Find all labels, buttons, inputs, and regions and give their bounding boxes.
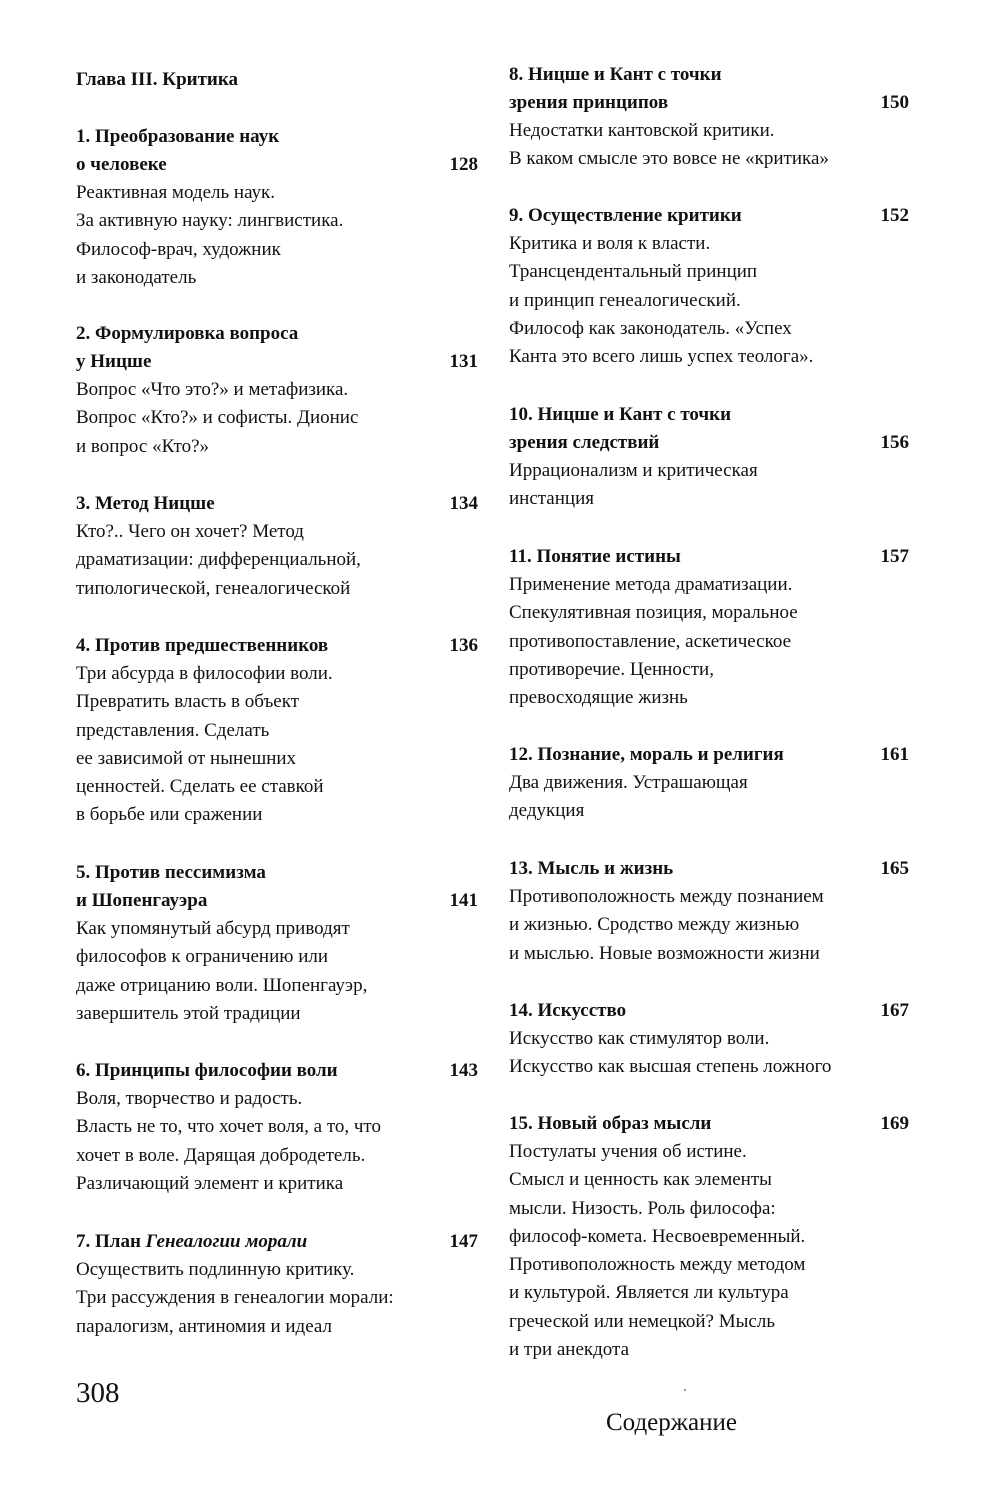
entry-description-line: Три рассуждения в генеалогии морали: (76, 1287, 394, 1309)
entry-heading (76, 490, 478, 518)
entry-description-line: даже отрицанию воли. Шопенгауэр, (76, 974, 368, 996)
entry-title-line: 8. Ницше и Кант с точки (509, 64, 722, 85)
entry-description-line: Противоположность между методом (509, 1254, 806, 1276)
entry-description-line: паралогизм, антиномия и идеал (76, 1315, 332, 1337)
entry-description-line: Канта это всего лишь успех теолога». (509, 346, 814, 368)
entry-description-line: Различающий элемент и критика (76, 1172, 344, 1194)
entry-page-number: 131 (449, 351, 478, 372)
entry-title-line: 4. Против предшественников (76, 635, 329, 656)
entry-page-number: 156 (880, 432, 909, 453)
entry-page-number: 152 (880, 205, 909, 226)
entry-description-line: Вопрос «Что это?» и метафизика. (76, 379, 349, 400)
entry-description-line: дедукция (509, 800, 585, 822)
entry-heading (509, 543, 909, 571)
entry-title-line: зрения принципов (509, 92, 669, 113)
entry-heading (509, 401, 909, 457)
entry-title-line: 15. Новый образ мысли (509, 1113, 712, 1134)
entry-description-line: и вопрос «Кто?» (76, 435, 210, 457)
entry-description-line: и три анекдота (509, 1339, 630, 1361)
entry-description-line: Три абсурда в философии воли. (76, 663, 333, 684)
entry-title-italic: Генеалогии морали (145, 1231, 308, 1252)
entry-description-line: Кто?.. Чего он хочет? Метод (76, 521, 304, 542)
entry-title-line: и Шопенгауэра (76, 890, 208, 911)
entry-title-line: зрения следствий (509, 432, 660, 453)
toc-entry (509, 401, 909, 514)
entry-page-number: 167 (880, 1000, 909, 1021)
entry-description-line: и принцип генеалогический. (509, 289, 741, 311)
entry-page-number: 161 (880, 744, 909, 765)
entry-page-number: 147 (449, 1231, 478, 1252)
toc-entry (509, 1110, 909, 1364)
entry-description-line: Трансцендентальный принцип (509, 261, 758, 283)
entry-description-line: представления. Сделать (76, 719, 270, 741)
entry-description-line: философов к ограничению или (76, 946, 329, 968)
entry-page-number: 128 (449, 154, 478, 175)
entry-description-line: За активную науку: лингвистика. (76, 210, 344, 232)
entry-description-line: Реактивная модель наук. (76, 182, 276, 203)
toc-entry (76, 632, 478, 830)
print-speck (684, 1389, 686, 1391)
entry-title-line: 2. Формулировка вопроса (76, 323, 299, 344)
page-number: 308 (76, 1377, 120, 1409)
entry-title-line: 3. Метод Ницше (76, 493, 215, 514)
entry-description-line: драматизации: дифференциальной, (76, 549, 361, 571)
entry-heading (509, 1110, 909, 1138)
toc-entry (509, 543, 909, 712)
entry-title-line: 1. Преобразование наук (76, 126, 280, 147)
entry-description-line: Искусство как стимулятор воли. (509, 1028, 770, 1049)
entry-description-line: инстанция (509, 488, 594, 510)
toc-entry (509, 997, 909, 1082)
entry-description-line: и культурой. Является ли культура (509, 1282, 789, 1304)
entry-heading (76, 123, 478, 179)
entry-heading (509, 202, 909, 230)
entry-description-line: греческой или немецкой? Мысль (509, 1310, 775, 1332)
entry-heading (509, 61, 909, 117)
entry-description-line: философ-комета. Несвоевременный. (509, 1225, 806, 1247)
entry-title-line: 13. Мысль и жизнь (509, 858, 674, 879)
entry-heading (76, 859, 478, 915)
entry-page-number: 134 (449, 493, 478, 514)
entry-description-line: Власть не то, что хочет воля, а то, что (76, 1116, 381, 1138)
entry-page-number: 165 (880, 858, 909, 879)
entry-heading (509, 741, 909, 769)
entry-title-line: 11. Понятие истины (509, 546, 681, 567)
entry-heading (509, 997, 909, 1025)
entry-heading (76, 632, 478, 660)
entry-page-number: 143 (449, 1060, 478, 1081)
entry-page-number: 141 (449, 890, 478, 911)
entry-description-line: мысли. Низость. Роль философа: (509, 1197, 776, 1219)
entry-description-line: Критика и воля к власти. (509, 233, 711, 254)
entry-description-line: и мыслью. Новые возможности жизни (509, 942, 820, 964)
entry-description-line: В каком смысле это вовсе не «критика» (509, 148, 829, 170)
entry-description-line: превосходящие жизнь (509, 687, 688, 709)
entry-title-line: 14. Искусство (509, 1000, 627, 1021)
entry-description-line: Вопрос «Кто?» и софисты. Дионис (76, 407, 359, 429)
entry-description-line: типологической, генеалогической (76, 577, 351, 599)
toc-entry (76, 1228, 478, 1341)
entry-description-line: противоречие. Ценности, (509, 658, 714, 680)
entry-description-line: противопоставление, аскетическое (509, 630, 792, 652)
toc-entry (76, 490, 478, 603)
running-footer: Содержание (606, 1409, 737, 1436)
entry-heading (76, 1228, 478, 1256)
toc-entry (76, 320, 478, 461)
toc-entry (76, 1057, 478, 1198)
entry-description-line: Два движения. Устрашающая (509, 772, 748, 793)
entry-description-line: Недостатки кантовской критики. (509, 120, 775, 141)
entry-title-line (76, 1228, 478, 1256)
toc-entry (76, 123, 478, 292)
entry-page-number: 157 (880, 546, 909, 567)
entry-title-line: 12. Познание, мораль и религия (509, 744, 784, 765)
entry-description-line: Искусство как высшая степень ложного (509, 1056, 832, 1078)
entry-description-line: Как упомянутый абсурд приводят (76, 918, 350, 939)
entry-description-line: Спекулятивная позиция, моральное (509, 602, 798, 624)
entry-description-line: Философ-врач, художник (76, 238, 281, 260)
entry-page-number: 136 (449, 635, 478, 656)
chapter-title: Глава III. Критика (76, 69, 239, 90)
entry-title-line: о человеке (76, 154, 167, 175)
entry-heading (76, 320, 478, 376)
entry-description-line: Иррационализм и критическая (509, 460, 758, 481)
entry-title-line: 9. Осуществление критики (509, 205, 742, 226)
entry-page-number: 169 (880, 1113, 909, 1134)
entry-title-line: 10. Ницше и Кант с точки (509, 404, 732, 425)
entry-title-prefix: 7. План (76, 1231, 146, 1252)
entry-description-line: Применение метода драматизации. (509, 574, 793, 595)
toc-entry (509, 202, 909, 371)
entry-title-line: у Ницше (76, 351, 152, 372)
entry-description-line: завершитель этой традиции (76, 1002, 301, 1024)
entry-description-line: Постулаты учения об истине. (509, 1141, 747, 1162)
entry-description-line: Осуществить подлинную критику. (76, 1259, 355, 1280)
entry-description-line: и жизнью. Сродство между жизнью (509, 914, 800, 936)
entry-description-line: ее зависимой от нынешних (76, 747, 297, 769)
entry-description-line: хочет в воле. Дарящая добродетель. (76, 1144, 366, 1166)
toc-entry (509, 855, 909, 968)
toc-entry (76, 859, 478, 1028)
entry-description-line: Превратить власть в объект (76, 691, 299, 713)
entry-title-line: 5. Против пессимизма (76, 862, 266, 883)
entry-description-line: Смысл и ценность как элементы (509, 1169, 772, 1191)
entry-description-line: Противоположность между познанием (509, 886, 824, 907)
entry-heading (76, 1057, 478, 1085)
entry-description-line: ценностей. Сделать ее ставкой (76, 776, 324, 798)
entry-description-line: в борьбе или сражении (76, 804, 263, 826)
entry-description-line: и законодатель (76, 266, 197, 288)
entry-heading (509, 855, 909, 883)
entry-page-number: 150 (880, 92, 909, 113)
entry-description-line: Философ как законодатель. «Успех (509, 317, 792, 339)
entry-title-line: 6. Принципы философии воли (76, 1060, 338, 1081)
entry-description-line: Воля, творчество и радость. (76, 1088, 303, 1109)
toc-entry (509, 61, 909, 174)
toc-entry (509, 741, 909, 826)
